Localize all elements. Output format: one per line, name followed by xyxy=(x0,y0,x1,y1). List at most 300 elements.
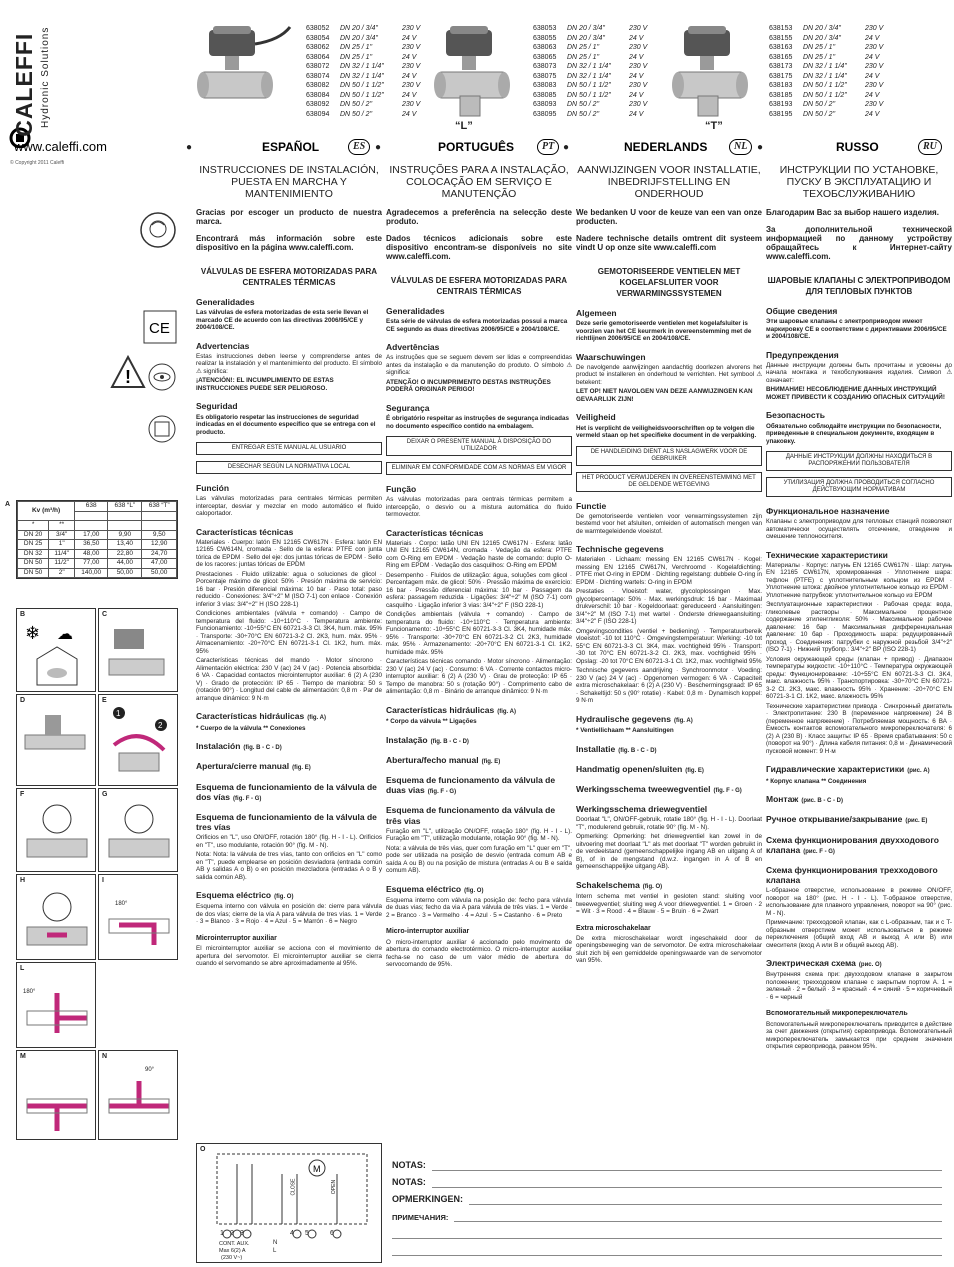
section-installation xyxy=(386,735,572,746)
product-row xyxy=(769,62,929,72)
product-code: 638153 xyxy=(769,25,793,32)
section-installation-title: Instalação xyxy=(386,734,428,745)
product-row xyxy=(533,72,693,82)
actuator-text: Características técnicas del mando · Motor síncrono · Alimentación eléctrica: 230 V (ac) 24 V (ac) · Potencia absorbida: 6 VA · Capacidad contactos microinterruptor auxiliar: 6 (2) A (230 V) · Grado de protección: IP 65 · Tiempo de maniobra: 50 s (rotación 90°) · Longitud del cable de alimentación: 0,8 m · Par de arranque dinámico: 9 N·m xyxy=(196,657,382,702)
kv-cell: 50,00 xyxy=(108,568,142,578)
safety-icon xyxy=(147,414,177,444)
product-code: 638183 xyxy=(769,82,793,89)
product-title: GEMOTORISEERDE VENTIELEN MET KOGELAFSLUITER VOOR VERWARMINGSSYSTEMEN xyxy=(597,267,741,298)
product-row xyxy=(533,110,693,120)
fig-e-panel: E 1 2 xyxy=(98,694,178,786)
lang-pt-label: PORTUGUÊS xyxy=(438,140,515,154)
product-voltage: 230 V xyxy=(629,25,648,32)
materials-text: Материалы · Корпус: латунь EN 12165 CW617N · Шар: латунь EN 12165 CW617N, хромированная · Уплотнение шара: тефлон (PTFE) с уплотнительным кольцом из EPDM · Уплотнение штока: двойное уплотнительное кольцо из EPDM · Уплотнение патрубков: уплотнительное кольцо из EPDM xyxy=(766,561,952,599)
product-size: DN 20 / 3/4" xyxy=(340,34,378,42)
notice-box-dispose: УТИЛИЗАЦИЯ ДОЛЖНА ПРОВОДИТЬСЯ СОГЛАСНО ДЕЙСТВУЮЩИМ НОРМАТИВАМ xyxy=(766,477,952,497)
product-list-3way-l xyxy=(533,24,693,119)
actuator-text: Technische gegevens aandrijving · Synchroonmotor · Voeding: 230 V (ac) 24 V (ac) · Opgenomen vermogen: 6 VA · Capaciteit extra microschakelaar: 6 (2) A (230 V) · Beschermingsgraad: IP 65 · Schakeltijd: 50 s (90° rotatie) · Kabel: 0,8 m · Dynamisch koppel: 9 N·m xyxy=(576,667,762,705)
section-3way-scheme: Схема функционирования трехходового клапана xyxy=(766,864,938,886)
section-safety: Безопасность xyxy=(766,410,825,421)
product-list-2way xyxy=(306,24,466,119)
hydraulic-legend: * Ventiellichaam ** Aansluitingen xyxy=(576,727,674,735)
ce-mark-icon xyxy=(143,310,177,344)
kv-star: * xyxy=(18,521,49,531)
valve-2way-image xyxy=(195,22,295,132)
product-voltage: 24 V xyxy=(629,53,644,61)
kv-cell: 1" xyxy=(49,540,75,550)
product-code: 638093 xyxy=(533,101,557,108)
microswitch-text: El microinterruptor auxiliar se acciona con el movimiento de apertura del servomotor. El microinterruptor auxiliar se cierra cuando el servomando se abre aproximadamente al 95%. xyxy=(196,945,382,968)
performance-text: Desempenho · Fluidos de utilização: água, soluções com glicol · Percentagem máx. de glicol: 50% · Pressão máxima de exercício: 16 bar · Pressão diferencial máxima: 10 bar · Passagem da esfera: passagem reduzida · Ligações: 3/4"÷2" M (ISO 7-1) com casquilho · Ligação inferior 3 vias: 3/4"÷2" F (ISO 228-1) xyxy=(386,571,572,609)
product-row xyxy=(533,34,693,44)
product-size: DN 20 / 3/4" xyxy=(803,34,841,42)
3way-text: Furação em "L", utilização ON/OFF, rotação 180° (fig. H - I - L). Furação em "T", utilização modulante, rotação 90° (fig. M - N). xyxy=(386,827,572,843)
product-voltage: 24 V xyxy=(402,72,417,80)
fig-ref: (fig. E) xyxy=(685,767,704,774)
notes-section xyxy=(392,1154,942,1256)
product-voltage: 24 V xyxy=(629,34,644,42)
fig-ref: (fig. O) xyxy=(642,883,663,890)
section-technical: Технические характеристики xyxy=(766,549,888,560)
fig-ref: (fig. A) xyxy=(307,715,326,722)
product-row xyxy=(306,91,466,101)
lang-es-label: ESPAÑOL xyxy=(262,140,320,154)
fig-label-a: A xyxy=(5,501,11,508)
section-2way-scheme xyxy=(196,782,382,803)
warnings-alert: ATENÇÃO! O INCUMPRIMENTO DESTAS INSTRUÇÕES PODERÁ ORIGINAR PERIGO! xyxy=(386,378,551,394)
fig-ref: (рис. A) xyxy=(907,768,930,775)
notice-box-dispose: HET PRODUCT VERWIJDEREN IN OVEREENSTEMMING MET DE GELDENDE WETGEVING xyxy=(576,472,762,492)
lang-nl-label: NEDERLANDS xyxy=(624,140,708,154)
fig-b-panel: B ❄ ☁ xyxy=(16,608,96,692)
bullet-icon: ● xyxy=(186,142,193,153)
product-code: 638064 xyxy=(306,53,330,61)
section-3way-scheme: Esquema de funcionamento da válvula de três vias xyxy=(386,805,556,826)
warnings-alert: ВНИМАНИЕ! НЕСОБЛЮДЕНИЕ ДАННЫХ ИНСТРУКЦИЙ МОЖЕТ ПРИВЕСТИ К СОЗДАНИЮ ОПАСНЫХ СИТУАЦИЙ! xyxy=(766,386,945,401)
warnings-alert: LET OP! NIET NAVOLGEN VAN DEZE AANWIJZINGEN KAN GEVAARLIJK ZIJN! xyxy=(576,388,753,403)
product-size: DN 20 / 3/4" xyxy=(567,25,605,32)
product-row xyxy=(769,110,929,120)
product-row xyxy=(306,34,466,44)
product-row xyxy=(533,53,693,63)
product-code: 638053 xyxy=(533,25,557,32)
product-row xyxy=(533,24,693,34)
intro-thanks: Agradecemos a preferência na selecção deste produto. xyxy=(386,208,572,226)
bullet-icon: ● xyxy=(375,142,382,153)
notes-label-ru: ПРИМЕЧАНИЯ: xyxy=(392,1213,449,1222)
section-hydraulic-title: Características hidráulicas xyxy=(386,704,495,715)
column-pt xyxy=(386,164,572,969)
fig-n-panel: N 90° xyxy=(98,1050,178,1140)
website-link[interactable]: www.caleffi.com xyxy=(14,139,107,154)
intro-thanks: Gracias por escoger un producto de nuestra marca. xyxy=(196,208,382,226)
product-size: DN 50 / 1 1/2" xyxy=(340,82,384,89)
product-voltage: 24 V xyxy=(629,110,644,118)
kv-cell: 77,00 xyxy=(75,559,108,569)
product-size: DN 32 / 1 1/4" xyxy=(803,63,847,70)
microswitch-text: De extra microschakelaar wordt ingeschakeld door de openingsbeweging van de servomotor. De extra microschakelaar sluit zich bij een gemiddelde openingswaarde van de servomotor van 95%. xyxy=(576,934,762,965)
warning-icon xyxy=(110,355,146,389)
svg-text:☁: ☁ xyxy=(57,626,73,643)
product-voltage: 230 V xyxy=(402,44,421,51)
kv-cell: 17,00 xyxy=(75,530,108,540)
product-size: DN 50 / 2" xyxy=(340,101,373,108)
product-voltage: 230 V xyxy=(402,101,421,108)
product-code: 638195 xyxy=(769,110,793,118)
product-row xyxy=(533,100,693,110)
intro-thanks: We bedanken U voor de keuze van een van onze producten. xyxy=(576,208,762,226)
product-size: DN 20 / 3/4" xyxy=(803,25,841,32)
product-code: 638055 xyxy=(533,34,557,42)
product-size: DN 50 / 2" xyxy=(567,110,600,118)
section-technical: Technische gegevens xyxy=(576,544,664,555)
column-es xyxy=(196,164,382,968)
section-function: Функциональное назначение xyxy=(766,506,890,517)
fig-ref: (fig. F - G) xyxy=(233,795,262,802)
product-row xyxy=(769,24,929,34)
notice-box-dispose: ELIMINAR EM CONFORMIDADE COM AS NORMAS EM VIGOR xyxy=(386,462,572,475)
warnings-alert: ¡ATENCIÓN!: EL INCUMPLIMIENTO DE ESTAS INSTRUCCIONES PUEDE SER PELIGROSO. xyxy=(196,377,334,392)
general-text: Эти шаровые клапаны с электроприводом имеют маркировку CE в соответствии с директивами 2006/95/CE и 2004/108/CE. xyxy=(766,318,947,341)
fig-ref: (fig. B - C - D) xyxy=(243,745,282,752)
materials-text: Materiais · Corpo: latão UNI EN 12165 CW617N · Esfera: latão UNI EN 12165 CW614N, cromada · Vedação da esfera: PTFE com O-Ring em EPDM · Vedação haste de comando: duplo O-Ring em EPDM · Vedação dos casquilhos: O-Ring em EPDM xyxy=(386,539,572,570)
kv-cell: 11/4" xyxy=(49,549,75,559)
warnings-text: Данные инструкции должны быть прочитаны и усвоены до начала монтажа и техобслуживания изделия. Символ ⚠ означает: xyxy=(766,361,952,384)
product-code: 638062 xyxy=(306,44,330,51)
product-code: 638074 xyxy=(306,72,330,80)
instructions-heading: ИНСТРУКЦИИ ПО УСТАНОВКЕ, ПУСКУ В ЭКСПЛУАТАЦИЮ И ТЕХОБСЛУЖИВАНИЮ xyxy=(779,164,939,200)
3way-text: Orificios en "L", uso ON/OFF, rotación 180° (fig. H - I - L). Orificios en "T", uso modulante, rotación 90° (fig. M - N). xyxy=(196,834,382,849)
product-code: 638094 xyxy=(306,110,330,118)
fig-ref: (fig. F - G) xyxy=(713,788,742,794)
product-code: 638092 xyxy=(306,101,330,108)
product-row xyxy=(306,62,466,72)
3way-note: Opmerking: Opmerking: het driewegventiel kan zowel in de uitvoering met doorlaat "L" als met doorlaat "T" worden gebruikt in de verdeelstand (gemeenschappelijke ingang AB en uitgang A of B), of in de mengstand (d.w.z. ingangen in A of B en gemeenschappelijke uitgang AB). xyxy=(576,833,762,871)
kv-cell: DN 20 xyxy=(18,530,49,540)
bullet-icon: ● xyxy=(563,142,570,153)
svg-text:M: M xyxy=(313,1164,321,1174)
kv-cell: 12,90 xyxy=(142,540,177,550)
kv-header: 638 “T” xyxy=(142,502,177,512)
section-safety: Seguridad xyxy=(196,401,238,412)
product-voltage: 24 V xyxy=(402,91,417,99)
instructions-heading: AANWIJZINGEN VOOR INSTALLATIE, INBEDRIJFSTELLING EN ONDERHOUD xyxy=(577,164,761,200)
actuator-text: Características técnicas comando · Motor síncrono · Alimentação: 230 V (ac) 24 V (ac) · Consumo: 6 VA · Corrente contactos micro-interruptor auxiliar: 6 (2) A (230 V) · Grau de protecção: IP 65 · Tempo de manobra: 50 s (rotação 90°) · Comprimento cabo de alimentação: 0,8 m · Binário de arranque dinâmico: 9 N·m xyxy=(386,658,572,696)
section-function: Functie xyxy=(576,500,607,511)
product-code: 638084 xyxy=(306,91,330,99)
fig-i-panel: I 180° xyxy=(98,874,178,960)
performance-text: Эксплуатационные характеристики · Рабочая среда: вода, гликолевые растворы · Максимальное процентное содержание этиленгликоля: 50% · Максимальное рабочее давление: 16 бар · Максимальная дифференциальная давление: 10 бар · Проходимость шара: редуцированный проход · Соединения: патрубки с наружной резьбой 3/4"÷2" (ISO 7-1) · Нижний трубопр.: 3/4"÷2" ВР (ISO 228-1) xyxy=(766,601,952,654)
product-size: DN 32 / 1 1/4" xyxy=(340,63,384,70)
section-installation xyxy=(576,744,762,755)
safety-text: Es obligatorio respetar las instrucciones de seguridad indicadas en el documento específico que se entrega con el producto. xyxy=(196,413,376,436)
product-voltage: 24 V xyxy=(865,91,880,99)
warnings-text: De navolgende aanwijzingen aandachtig doorlezen alvorens het product te installeren en onderhoud te verrichten. Het symbool ⚠ betekent: xyxy=(576,363,762,386)
product-voltage: 24 V xyxy=(402,34,417,42)
safety-text: É obrigatório respeitar as instruções de segurança indicadas no documento específico contido na embalagem. xyxy=(386,415,570,430)
section-general: Generalidades xyxy=(386,306,445,316)
section-hydraulic xyxy=(386,705,572,716)
function-text: De gemotoriseerde ventielen voor verwarmingssystemen zijn bestemd voor het afsluiten, omleiden of automatisch mengen van de warmtegeleidende vloeistof. xyxy=(576,512,762,535)
section-2way-title: Esquema de funcionamiento de la válvula de dos vías xyxy=(196,781,377,802)
lang-pt-code: PT xyxy=(537,139,559,155)
ambient-text: Условия окружающей среды (клапан + привод) · Диапазон температуры жидкости: -10÷110°C · Температура окружающей среды: Функционирование: -10÷55°C EN 60721-3-3 Cl. 3K4, макс. влажность 95% · Транспортировка: -30÷70°C EN 60721-3-2 Cl. 2K3, макс. влажность 95% · Хранение: -20÷70°C EN 60721-3-1 Cl. 1K2, макс. влажность 95% xyxy=(766,655,952,701)
svg-text:CE: CE xyxy=(149,320,170,337)
notice-box-dispose: DESECHAR SEGÚN LA NORMATIVA LOCAL xyxy=(196,461,382,474)
lang-ru-label: RUSSO xyxy=(836,140,879,154)
product-size: DN 50 / 1 1/2" xyxy=(340,91,384,99)
kv-cell: DN 50 xyxy=(18,559,49,569)
product-voltage: 24 V xyxy=(629,91,644,99)
section-hydraulic-title: Hydraulische gegevens xyxy=(576,713,671,724)
product-voltage: 230 V xyxy=(629,82,648,89)
fig-ref: (fig. E) xyxy=(292,765,311,772)
instructions-heading: INSTRUÇÕES PARA A INSTALAÇÃO, COLOCAÇÃO EM SERVIÇO E MANUTENÇÃO xyxy=(389,164,569,200)
ambient-text: Omgevingscondities (ventiel + bediening) · Temperatuurbereik vloeistof: -10 tot 110°C · Omgevingstemperatuur: Werking: -10 tot 55°C EN 60721-3-3 Cl. 3K4, max. vochtigheid 95% · Transport: -30 tot 70°C EN 60721-3-2 Cl. 2K3, max. vochtigheid 95% · Opslag: -20 tot 70°C EN 60721-3-1 Cl. 1K2, max. vochtigheid 95% xyxy=(576,627,762,665)
product-title: VÁLVULAS DE ESFERA MOTORIZADAS PARA CENTRAIS TÉRMICAS xyxy=(390,276,568,296)
intro-website: Encontrará más información sobre este dispositivo en la página www.caleffi.com. xyxy=(196,234,382,252)
product-voltage: 230 V xyxy=(402,25,421,32)
language-header xyxy=(0,138,954,158)
intro-website: Dados técnicos adicionais sobre este dispositivo encontram-se disponíveis no site www.caleffi.com. xyxy=(386,234,572,261)
warnings-text: As instruções que se seguem devem ser lidas e compreendidas antes da instalação e da manutenção do produto. O símbolo ⚠ significa: xyxy=(386,354,572,377)
product-size: DN 50 / 1 1/2" xyxy=(803,82,847,89)
lang-nl-code: NL xyxy=(729,139,752,155)
fig-o-wiring-diagram: O M CLOSE OPEN 1 2 3 4 5 6 CONT. AUX. Max 6(2) A (230 V~) N L xyxy=(196,1143,382,1263)
product-size: DN 50 / 1 1/2" xyxy=(803,91,847,99)
notice-box-keep: DEIXAR O PRESENTE MANUAL À DISPOSIÇÃO DO UTILIZADOR xyxy=(386,436,572,456)
section-manual-title: Apertura/cierre manual xyxy=(196,761,290,772)
microswitch-text: Вспомогательный микропереключатель приводится в действие за счет движения (открытия) сервопривода. Вспомогательный микропереключатель замыкается при среднем значении открытия сервопривода, равном 95%. xyxy=(766,1020,952,1051)
product-row xyxy=(533,62,693,72)
svg-text:1: 1 xyxy=(116,709,121,718)
performance-text: Prestaciones · Fluido utilizable: agua o soluciones de glicol · Porcentaje máximo de glicol: 50% · Presión máxima de servicio: 16 bar · Presión diferencial máxima: 10 bar · Paso total: paso reducido · Conexiones: 3/4"÷2" M (ISO 7-1) con enlace · Conexión inferior 3 vías: 3/4"÷2" H (ISO 228-1) xyxy=(196,570,382,608)
product-voltage: 24 V xyxy=(402,110,417,118)
section-electrical-title: Esquema eléctrico xyxy=(386,883,462,894)
product-voltage: 230 V xyxy=(865,82,884,89)
section-manual-title: Handmatig openen/sluiten xyxy=(576,763,683,774)
product-voltage: 24 V xyxy=(865,72,880,80)
product-code: 638165 xyxy=(769,53,793,61)
notes-label-nl: OPMERKINGEN: xyxy=(392,1194,464,1205)
notice-box-keep: ДАННЫЕ ИНСТРУКЦИИ ДОЛЖНЫ НАХОДИТЬСЯ В РАСПОРЯЖЕНИИ ПОЛЬЗОВАТЕЛЯ xyxy=(766,451,952,471)
kv-cell: 3/4" xyxy=(49,530,75,540)
product-size: DN 32 / 1 1/4" xyxy=(567,72,611,80)
3way-text: Doorlaat "L", ON/OFF-gebruik, rotatie 180° (fig. H - I - L). Doorlaat "T", modulerend gebruik, rotatie 90° (fig. M - N). xyxy=(576,816,762,831)
notice-box-keep: ENTREGAR ESTE MANUAL AL USUARIO xyxy=(196,442,382,455)
product-code: 638073 xyxy=(533,63,557,70)
product-code: 638065 xyxy=(533,53,557,61)
fig-a-kv-table xyxy=(5,500,178,579)
product-row xyxy=(769,72,929,82)
performance-text: Prestaties · Vloeistof: water, glycoloplossingen · Max. glycolpercentage: 50% · Max. werkingsdruk: 16 bar · Maximaal drukverschil: 10 bar · Kogeldoorlaat: gereduceerd · Aansluitingen: 3/4"÷2" M (ISO 7-1) met wartel · Onderste driewegaansluiting: 3/4"÷2" F (ISO 228-1) xyxy=(576,588,762,626)
general-text: Esta série de válvulas de esfera motorizadas possui a marca CE segundo as duas directivas 2006/95/CE e 2004/108/CE. xyxy=(386,318,568,333)
section-safety: Segurança xyxy=(386,402,430,413)
section-safety: Veiligheid xyxy=(576,412,616,423)
fig-g-panel: G xyxy=(98,788,178,872)
fig-ref: (рис. B - C - D) xyxy=(801,798,844,805)
electrical-text: Esquema interno com válvula na posição de: fecho para válvula de duas vias; fecho da via A para válvula de três vias. 1 = Verde · 2 = Branco · 3 = Vermelho · 4 = Azul · 5 = Castanho · 6 = Preto xyxy=(386,896,572,919)
fig-l-panel: L 180° xyxy=(16,962,96,1048)
section-hydraulic xyxy=(576,714,762,725)
section-2way-title: Esquema de funcionamento da válvula de duas vias xyxy=(386,775,556,796)
kv-header: 638 xyxy=(75,502,108,512)
product-code: 638193 xyxy=(769,101,793,108)
product-row xyxy=(306,24,466,34)
function-text: As válvulas motorizadas para centrais térmicas permitem a intercepção, o desvio ou a mistura automática do fluido termovector. xyxy=(386,496,572,519)
section-warnings: Advertencias xyxy=(196,340,250,351)
section-hydraulic xyxy=(766,764,952,775)
intro-website: Nadere technische details omtrent dit systeem vindt U op onze site www.caleffi.com xyxy=(576,234,762,252)
hydraulic-legend: * Corpo da válvula ** Ligações xyxy=(386,718,477,726)
kv-cell: 50,00 xyxy=(142,568,177,578)
fig-ref: (fig. A) xyxy=(497,708,516,715)
product-code: 638173 xyxy=(769,63,793,70)
section-warnings: Waarschuwingen xyxy=(576,351,646,362)
product-size: DN 50 / 1 1/2" xyxy=(567,91,611,99)
kv-row xyxy=(18,559,177,569)
section-manual-title: Ручное открывание/закрывание xyxy=(766,814,903,825)
fig-c-panel: C xyxy=(98,608,178,692)
microswitch-text: O micro-interruptor auxiliar é accionado pelo movimento de abertura do comando electrotérmico. O micro-interruptor auxiliar fecha-se no caso de um valor médio de abertura do servocomando de 95%. xyxy=(386,938,572,969)
section-technical: Características técnicas xyxy=(196,526,294,537)
section-general: Algemeen xyxy=(576,308,617,318)
product-row xyxy=(769,34,929,44)
product-voltage: 24 V xyxy=(402,53,417,61)
kv-cell: 11/2" xyxy=(49,559,75,569)
valve-l-label: “L” xyxy=(455,120,473,132)
section-2way-title: Werkingsschema tweewegventiel xyxy=(576,784,711,794)
section-electrical xyxy=(766,958,952,969)
product-voltage: 230 V xyxy=(865,44,884,51)
section-electrical-title: Schakelschema xyxy=(576,879,640,890)
product-title: ШАРОВЫЕ КЛАПАНЫ С ЭЛЕКТРОПРИВОДОМ ДЛЯ ТЕПЛОВЫХ ПУНКТОВ xyxy=(767,276,951,296)
lang-ru-code: RU xyxy=(918,139,942,155)
fig-ref: (fig. B - C - D) xyxy=(430,738,469,745)
product-size: DN 25 / 1" xyxy=(567,44,600,51)
product-row xyxy=(533,43,693,53)
column-ru xyxy=(766,164,952,1051)
product-code: 638054 xyxy=(306,34,330,42)
product-list-3way-t xyxy=(769,24,929,119)
product-size: DN 25 / 1" xyxy=(340,44,373,51)
section-electrical xyxy=(576,880,762,891)
product-voltage: 230 V xyxy=(402,82,421,89)
product-row xyxy=(306,72,466,82)
fig-ref: (рис. E) xyxy=(905,818,928,825)
product-code: 638155 xyxy=(769,34,793,42)
product-voltage: 24 V xyxy=(629,72,644,80)
product-voltage: 24 V xyxy=(865,110,880,118)
product-code: 638163 xyxy=(769,44,793,51)
kv-cell: 22,80 xyxy=(108,549,142,559)
notice-box-keep: DE HANDLEIDING DIENT ALS NASLAGWERK VOOR DE GEBRUIKER xyxy=(576,446,762,466)
kv-cell: 36,50 xyxy=(75,540,108,550)
section-microswitch: Microinterruptor auxiliar xyxy=(196,934,277,942)
general-text: Las válvulas de esfera motorizadas de esta serie llevan el marcado CE de acuerdo con las directivas 2006/95/CE y 2004/108/CE. xyxy=(196,309,369,332)
fig-ref: (fig. F - G) xyxy=(427,789,457,796)
section-function: Función xyxy=(196,483,230,494)
intro-website: За дополнительной технической информацией по данному устройству обращайтесь к Интернет-сайту www.caleffi.com. xyxy=(766,225,952,261)
section-warnings: Advertências xyxy=(386,342,440,353)
product-code: 638075 xyxy=(533,72,557,80)
section-manual xyxy=(766,814,952,825)
notes-label-es: NOTAS: xyxy=(392,1160,426,1171)
column-nl xyxy=(576,164,762,965)
electrical-text: Esquema interno con válvula en posición de: cierre para válvula de dos vías; cierre de la vía A para válvula de tres vías. 1 = Verde · 3 = Blanco · 3 = Rojo · 4 = Azul · 5 = Marrón · 6 = Negro xyxy=(196,903,382,926)
product-voltage: 230 V xyxy=(865,101,884,108)
section-2way-title: Схема функционирования двухходового клапана xyxy=(766,834,939,855)
product-code: 638185 xyxy=(769,91,793,99)
section-manual-title: Abertura/fecho manual xyxy=(386,754,479,765)
fig-ref: (fig. O) xyxy=(464,887,484,894)
section-technical: Características técnicas xyxy=(386,527,484,538)
fig-ref: (рис. O) xyxy=(858,962,882,969)
intro-thanks: Благодарим Вас за выбор нашего изделия. xyxy=(766,208,939,217)
section-microswitch: Micro-interruptor auxiliar xyxy=(386,928,470,936)
section-function: Função xyxy=(386,484,417,495)
fig-ref: (fig. O) xyxy=(274,894,294,901)
product-code: 638083 xyxy=(533,82,557,89)
product-size: DN 50 / 2" xyxy=(340,110,373,118)
general-text: Deze serie gemotoriseerde ventielen met kogelafsluiter is voorzien van het CE keurmerk in overeenstemming met de richtlijnen 2006/95/CE en 2004/108/CE. xyxy=(576,320,752,343)
svg-text:2: 2 xyxy=(158,721,163,730)
svg-text:❄: ❄ xyxy=(25,623,41,643)
section-warnings: Предупреждения xyxy=(766,349,839,360)
ambient-text: Condições ambientais (válvula + comando) · Campo de temperatura do fluido: -10÷110°C · Temperatura ambiente: Funcionamento: -10÷55°C EN 60721-3-3 Cl. 3K4, humidade máx. 95% · Transporte: -30÷70°C EN 60721-3-2 Cl. 2K3, humidade máx. 95% · Armazenamento: -20÷70°C EN 60721-3-1 Cl. 1K2, humidade máx. 95% xyxy=(386,611,572,656)
kv-cell: 9,90 xyxy=(108,530,142,540)
section-3way-scheme: Esquema de funcionamiento de la válvula de tres vías xyxy=(196,811,377,833)
materials-text: Materiales · Cuerpo: latón EN 12165 CW617N · Esfera: latón EN 12165 CW614N, cromada · Sello de la esfera: PTFE con junta tórica de EPDM · Sello del eje: dos juntas tóricas de EPDM · Sello de los racores: juntas tóricas de EPDM xyxy=(196,538,382,569)
product-row xyxy=(306,53,466,63)
valve-t-label: “T” xyxy=(705,120,723,132)
product-voltage: 230 V xyxy=(629,101,648,108)
section-electrical-title: Электрическая схема xyxy=(766,958,856,969)
product-row xyxy=(533,81,693,91)
product-code: 638095 xyxy=(533,110,557,118)
product-voltage: 230 V xyxy=(629,44,648,51)
product-voltage: 230 V xyxy=(865,63,884,70)
product-row xyxy=(306,100,466,110)
product-size: DN 20 / 3/4" xyxy=(340,25,378,32)
section-general: Generalidades xyxy=(196,297,255,307)
product-code: 638082 xyxy=(306,82,330,89)
fig-d-panel: D xyxy=(16,694,96,786)
section-installation-title: Installatie xyxy=(576,743,616,754)
product-row xyxy=(769,91,929,101)
ambient-text: Condiciones ambientales (válvula + comando) · Campo de temperatura del fluido: -10÷110°C · Temperatura ambiente: Funcionamiento: -10÷55°C EN 60721-3-3 Cl. 3K4, hum. máx. 95% · Transporte: -30÷70°C EN 60721-3-2 Cl. 2K3, hum. máx. 95% · Almacenamiento: -20÷70°C EN 60721-3-1 Cl. 1K2, hum. máx. 95% xyxy=(196,610,382,655)
section-hydraulic-title: Características hidráulicas xyxy=(196,711,305,722)
bullet-icon: ● xyxy=(757,142,764,153)
fig-h-panel: H xyxy=(16,874,96,960)
section-hydraulic xyxy=(196,711,382,722)
fig-ref: (fig. A) xyxy=(673,717,693,724)
kv-cell: 13,40 xyxy=(108,540,142,550)
product-row xyxy=(533,91,693,101)
section-hydraulic-title: Гидравлические характеристики xyxy=(766,764,905,775)
product-size: DN 32 / 1 1/4" xyxy=(803,72,847,80)
kv-cell: 47,00 xyxy=(142,559,177,569)
electrical-text: Внутренняя схема при: двухходовом клапане в закрытом положении; трехходовом клапане с закрытым портом A. 1 = зеленый · 2 = белый · 3 = красный · 4 = синий · 5 = коричневый · 6 = черный xyxy=(766,971,952,1001)
product-voltage: 230 V xyxy=(865,25,884,32)
product-size: DN 50 / 2" xyxy=(567,101,600,108)
product-title: VÁLVULAS DE ESFERA MOTORIZADAS PARA CENTRALES TÉRMICAS xyxy=(200,267,378,287)
kv-star: ** xyxy=(49,521,75,531)
product-size: DN 50 / 2" xyxy=(803,110,836,118)
kv-row xyxy=(18,549,177,559)
kv-cell: DN 32 xyxy=(18,549,49,559)
section-microswitch: Вспомогательный микропереключатель xyxy=(766,1010,908,1018)
